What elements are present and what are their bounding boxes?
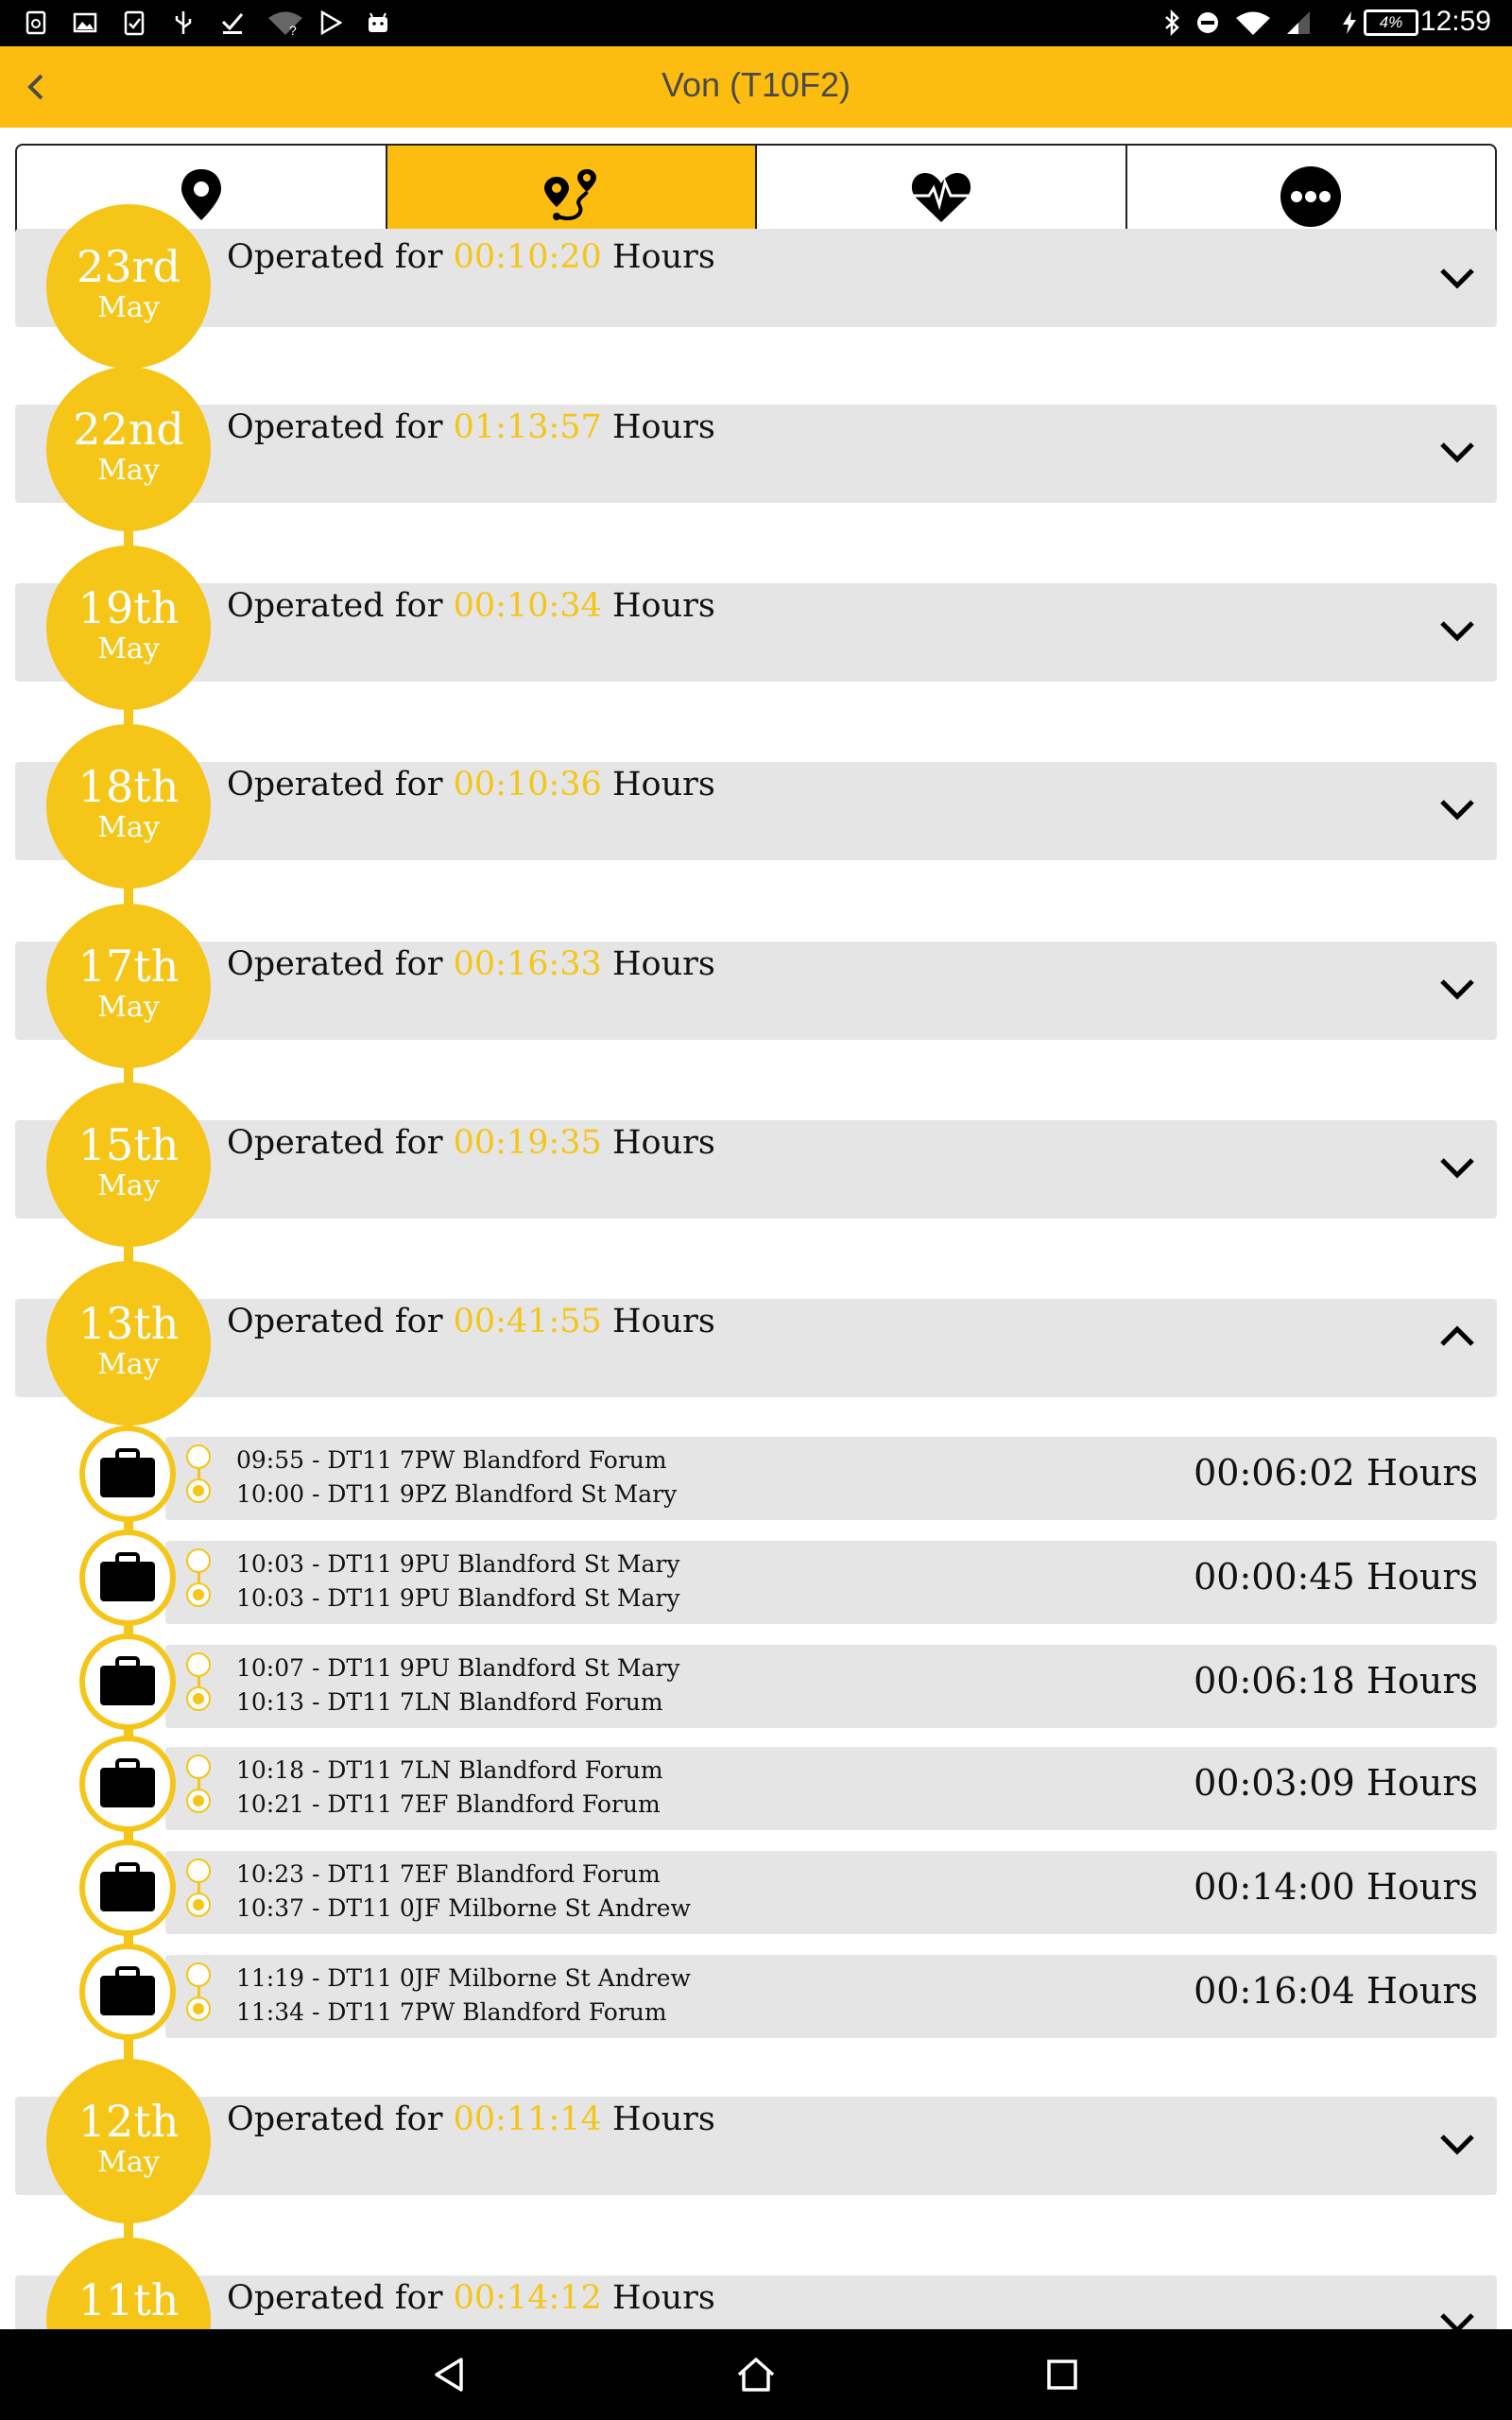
play-store-icon xyxy=(318,9,344,36)
day-summary: Operated for 00:10:34 Hours xyxy=(227,587,715,625)
chevron-down-icon[interactable] xyxy=(1435,966,1480,1011)
chevron-down-icon[interactable] xyxy=(1435,786,1480,832)
end-pin-icon xyxy=(186,1582,211,1607)
trip-duration: 00:06:02 Hours xyxy=(1194,1452,1478,1494)
trip-item[interactable] xyxy=(0,1437,1512,1524)
briefcase-icon xyxy=(98,1758,157,1809)
status-time: 12:59 xyxy=(1419,6,1491,37)
pin-connector xyxy=(198,1469,200,1478)
home-icon xyxy=(735,2354,777,2395)
nav-home-button[interactable] xyxy=(730,2348,782,2401)
chevron-down-icon[interactable] xyxy=(1435,429,1480,475)
svg-text:?: ? xyxy=(289,23,297,38)
pin-connector xyxy=(198,1779,200,1789)
signal-icon xyxy=(1285,9,1312,36)
trip-item[interactable] xyxy=(0,1851,1512,1938)
trip-end: 10:37 - DT11 0JF Milborne St Andrew xyxy=(236,1894,691,1922)
recents-icon xyxy=(1041,2354,1083,2395)
start-pin-icon xyxy=(186,1858,211,1883)
chevron-down-icon[interactable] xyxy=(1435,2121,1480,2167)
trip-duration: 00:03:09 Hours xyxy=(1194,1762,1478,1804)
day-summary: Operated for 01:13:57 Hours xyxy=(227,408,715,446)
trip-start: 09:55 - DT11 7PW Blandford Forum xyxy=(236,1446,667,1474)
bluetooth-icon xyxy=(1159,9,1185,36)
day-summary: Operated for 00:14:12 Hours xyxy=(227,2279,715,2317)
start-pin-icon xyxy=(186,1652,211,1677)
chevron-down-icon[interactable] xyxy=(1435,1145,1480,1190)
date-badge: 13th May xyxy=(46,1261,211,1426)
trip-duration: 00:16:04 Hours xyxy=(1194,1970,1478,2012)
date-badge: 19th May xyxy=(46,545,211,710)
end-pin-icon xyxy=(186,1996,211,2021)
usb-icon xyxy=(170,9,197,36)
day-summary: Operated for 00:41:55 Hours xyxy=(227,1303,715,1340)
briefcase-icon xyxy=(98,1552,157,1603)
charging-icon xyxy=(1336,9,1363,36)
trip-badge xyxy=(79,1840,176,1936)
image-icon xyxy=(72,9,98,36)
route-icon xyxy=(538,164,604,230)
date-badge: 22nd May xyxy=(46,367,211,531)
day-summary: Operated for 00:19:35 Hours xyxy=(227,1124,715,1162)
trip-end: 10:13 - DT11 7LN Blandford Forum xyxy=(236,1688,663,1716)
trip-end: 10:21 - DT11 7EF Blandford Forum xyxy=(236,1790,661,1818)
trip-start: 10:03 - DT11 9PU Blandford St Mary xyxy=(236,1550,680,1578)
notification-app-icon xyxy=(23,9,49,36)
chevron-down-icon[interactable] xyxy=(1435,255,1480,301)
day-summary: Operated for 00:10:36 Hours xyxy=(227,766,715,804)
trip-start: 10:18 - DT11 7LN Blandford Forum xyxy=(236,1756,663,1784)
pin-connector xyxy=(198,1883,200,1893)
trip-duration: 00:06:18 Hours xyxy=(1194,1660,1478,1702)
trip-duration: 00:00:45 Hours xyxy=(1194,1556,1478,1598)
start-pin-icon xyxy=(186,1548,211,1573)
system-nav-bar xyxy=(0,2329,1512,2420)
trip-item[interactable] xyxy=(0,1645,1512,1732)
status-bar xyxy=(0,0,1512,46)
clipboard-check-icon xyxy=(121,9,147,36)
pin-connector xyxy=(198,1677,200,1686)
trip-start: 10:23 - DT11 7EF Blandford Forum xyxy=(236,1860,661,1888)
nav-recents-button[interactable] xyxy=(1036,2348,1089,2401)
trip-end: 10:03 - DT11 9PU Blandford St Mary xyxy=(236,1584,680,1612)
chevron-down-icon[interactable] xyxy=(1435,608,1480,653)
day-summary: Operated for 00:10:20 Hours xyxy=(227,238,715,276)
trip-item[interactable] xyxy=(0,1747,1512,1834)
date-badge: 12th May xyxy=(46,2059,211,2223)
day-summary: Operated for 00:16:33 Hours xyxy=(227,945,715,983)
date-badge: 18th May xyxy=(46,724,211,889)
pin-connector xyxy=(198,1987,200,1996)
android-icon xyxy=(365,9,391,36)
start-pin-icon xyxy=(186,1962,211,1987)
date-badge: 11th xyxy=(46,2238,211,2402)
pin-connector xyxy=(198,1573,200,1582)
battery-indicator: 4% xyxy=(1364,9,1418,36)
trip-start: 10:07 - DT11 9PU Blandford St Mary xyxy=(236,1654,680,1682)
chevron-up-icon[interactable] xyxy=(1435,1314,1480,1359)
briefcase-icon xyxy=(98,1862,157,1913)
date-badge: 17th May xyxy=(46,904,211,1068)
trip-badge xyxy=(79,1426,176,1522)
start-pin-icon xyxy=(186,1444,211,1469)
journey-list[interactable] xyxy=(0,238,1512,2329)
download-done-icon xyxy=(219,9,246,36)
trip-item[interactable] xyxy=(0,1541,1512,1628)
briefcase-icon xyxy=(98,1966,157,2017)
do-not-disturb-icon xyxy=(1194,9,1221,36)
briefcase-icon xyxy=(98,1656,157,1707)
trip-duration: 00:14:00 Hours xyxy=(1194,1866,1478,1908)
trip-badge xyxy=(79,1634,176,1730)
trip-badge xyxy=(79,1944,176,2040)
trip-end: 11:34 - DT11 7PW Blandford Forum xyxy=(236,1998,667,2026)
day-summary: Operated for 00:11:14 Hours xyxy=(227,2100,715,2138)
start-pin-icon xyxy=(186,1754,211,1779)
nav-back-button[interactable] xyxy=(423,2348,476,2401)
date-badge: 23rd May xyxy=(46,204,211,369)
end-pin-icon xyxy=(186,1478,211,1503)
trip-end: 10:00 - DT11 9PZ Blandford St Mary xyxy=(236,1480,678,1508)
end-pin-icon xyxy=(186,1893,211,1917)
trip-badge xyxy=(79,1530,176,1626)
briefcase-icon xyxy=(98,1448,157,1499)
trip-item[interactable] xyxy=(0,1955,1512,2042)
page-title: Von (T10F2) xyxy=(661,65,851,104)
wifi-question-icon xyxy=(266,9,304,36)
trip-start: 11:19 - DT11 0JF Milborne St Andrew xyxy=(236,1964,691,1992)
end-pin-icon xyxy=(186,1686,211,1711)
back-triangle-icon xyxy=(429,2354,471,2395)
more-dots-icon xyxy=(1278,164,1344,230)
wifi-icon xyxy=(1234,9,1272,36)
app-bar xyxy=(0,46,1512,128)
heart-pulse-icon xyxy=(908,164,974,230)
date-badge: 15th May xyxy=(46,1082,211,1247)
end-pin-icon xyxy=(186,1789,211,1813)
trip-badge xyxy=(79,1736,176,1832)
